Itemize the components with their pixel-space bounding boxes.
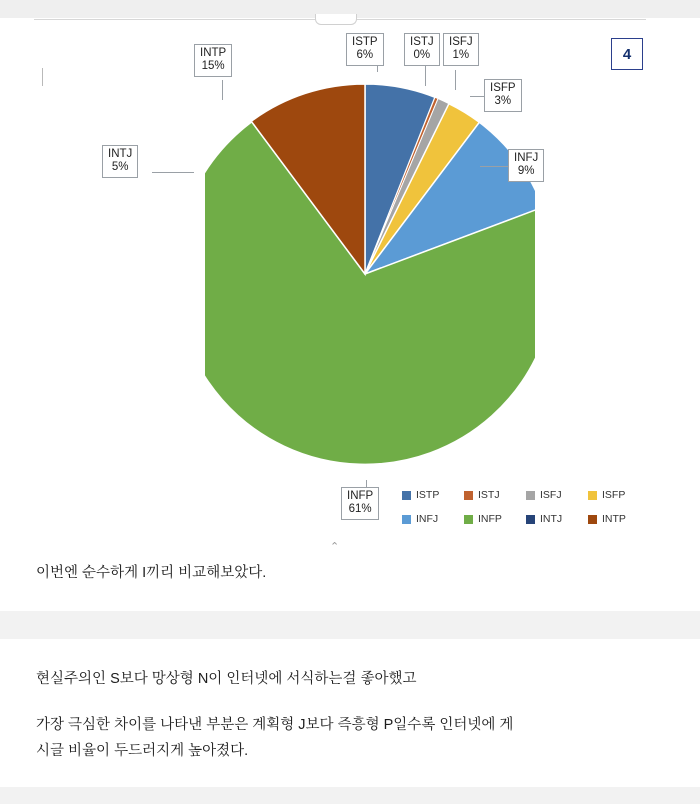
document-tab-notch <box>315 14 357 25</box>
body-paragraph-2: 현실주의인 S보다 망상형 N이 인터넷에 서식하는걸 좋아했고 <box>36 671 417 687</box>
label-istj <box>404 33 440 66</box>
label-intp-name: INTP <box>200 47 227 59</box>
label-intj-name: INTJ <box>108 148 133 160</box>
label-infj-value: 9% <box>517 165 535 177</box>
label-intp <box>194 44 232 77</box>
legend-swatch-isfj <box>526 491 535 500</box>
legend-label-intj: INTJ <box>540 513 563 525</box>
document-caret: ⌃ <box>330 541 340 553</box>
page-number-badge: 4 <box>611 38 643 70</box>
label-isfp-name: ISFP <box>490 82 516 94</box>
label-istp-name: ISTP <box>352 36 378 48</box>
legend-swatch-infj <box>402 515 411 524</box>
pie-chart <box>205 62 535 522</box>
legend-label-isfp: ISFP <box>602 489 626 501</box>
left-margin-tick <box>42 68 43 86</box>
legend-swatch-infp <box>464 515 473 524</box>
label-istj-value: 0% <box>413 49 431 61</box>
legend-item-isfj <box>526 489 588 501</box>
leader-intj <box>152 172 194 173</box>
body-paragraph-3 <box>36 712 666 764</box>
legend-item-istj <box>464 489 526 501</box>
legend-label-infp: INFP <box>478 513 502 525</box>
label-isfp-value: 3% <box>494 95 512 107</box>
label-infp-name: INFP <box>347 490 374 502</box>
legend-item-infp <box>464 513 526 525</box>
legend-item-intp <box>588 513 650 525</box>
label-isfj-value: 1% <box>452 49 470 61</box>
label-intp-value: 15% <box>201 60 225 72</box>
legend-swatch-intj <box>526 515 535 524</box>
label-infj-name: INFJ <box>514 152 539 164</box>
legend-row-2 <box>402 513 652 525</box>
legend-row-1 <box>402 489 652 501</box>
label-intj <box>102 145 138 178</box>
page-bottom-band <box>0 787 700 804</box>
page-mid-band <box>0 611 700 639</box>
legend-swatch-isfp <box>588 491 597 500</box>
legend-item-intj <box>526 513 588 525</box>
legend-swatch-intp <box>588 515 597 524</box>
label-infj <box>508 149 544 182</box>
legend-swatch-istp <box>402 491 411 500</box>
label-infp-value: 61% <box>348 503 372 515</box>
legend-label-istj: ISTJ <box>478 489 500 501</box>
label-istp-value: 6% <box>356 49 374 61</box>
leader-intp <box>222 80 223 100</box>
legend-label-infj: INFJ <box>416 513 439 525</box>
body-paragraph-1: 이번엔 순수하게 I끼리 비교해보았다. <box>36 565 267 581</box>
body-paragraph-3-line-1: 가장 극심한 차이를 나타낸 부분은 계획형 J보다 즉흥형 P일수록 인터넷에 게 <box>36 717 514 733</box>
pie-chart-svg <box>205 62 535 522</box>
legend-label-isfj: ISFJ <box>540 489 562 501</box>
leader-infj <box>480 166 510 167</box>
label-intj-value: 5% <box>111 161 129 173</box>
label-isfj-name: ISFJ <box>449 36 473 48</box>
legend-label-istp: ISTP <box>416 489 440 501</box>
label-isfp <box>484 79 522 112</box>
label-isfj <box>443 33 479 66</box>
legend-item-istp <box>402 489 464 501</box>
legend-label-intp: INTP <box>602 513 626 525</box>
label-istp <box>346 33 384 66</box>
label-istj-name: ISTJ <box>410 36 434 48</box>
legend-item-isfp <box>588 489 650 501</box>
chart-legend <box>402 489 652 537</box>
label-infp <box>341 487 379 520</box>
body-paragraph-3-line-2: 시글 비율이 두드러지게 높아졌다. <box>36 743 249 759</box>
legend-swatch-istj <box>464 491 473 500</box>
legend-item-infj <box>402 513 464 525</box>
leader-isfj <box>455 70 456 90</box>
